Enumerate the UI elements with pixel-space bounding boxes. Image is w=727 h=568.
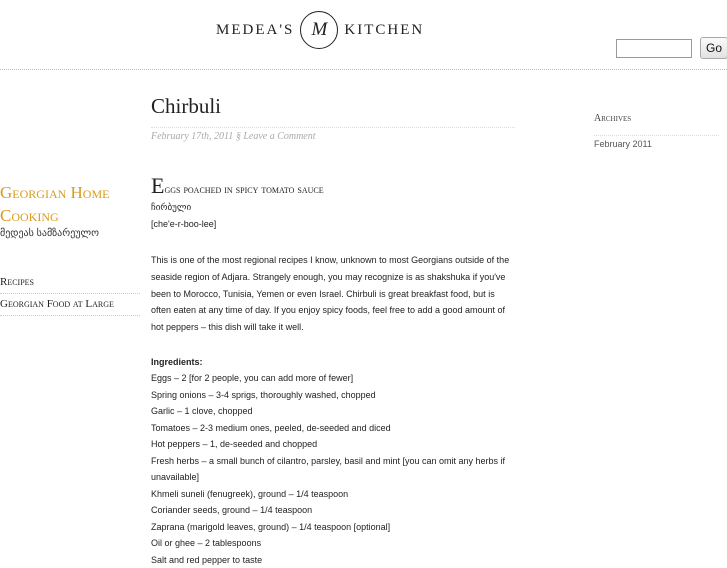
header-divider — [0, 69, 727, 70]
list-item: Eggs – 2 [for 2 people, you can add more of fewer] — [151, 373, 354, 384]
lede-text: ggs poached in spicy tomato sauce — [164, 182, 324, 196]
georgian-name: ჩირბული — [151, 202, 192, 212]
lede-dropcap: E — [151, 173, 165, 198]
search-input[interactable] — [616, 39, 692, 58]
ingredients-heading: Ingredients: — [151, 356, 203, 367]
post-meta — [151, 127, 515, 145]
meta-separator: § — [235, 131, 241, 142]
logo-text-left: MEDEA'S — [216, 21, 295, 38]
logo-monogram-icon: M — [300, 11, 338, 49]
ingredients-list — [151, 370, 515, 568]
sidebar-nav — [0, 272, 140, 316]
post-date: February 17th, 2011 — [151, 131, 234, 142]
pronunciation: [che'e-r-boo-lee] — [151, 218, 217, 229]
search-button[interactable]: Go — [700, 37, 727, 59]
sidebar-left — [0, 181, 140, 316]
search-form — [616, 37, 727, 59]
site-title[interactable]: Georgian Home Cooking — [0, 183, 110, 225]
leave-comment-link[interactable]: Leave a Comment — [243, 131, 316, 142]
list-item: Spring onions – 3-4 sprigs, thoroughly washed, chopped — [151, 389, 376, 400]
archive-link-feb-2011[interactable]: February 2011 — [594, 135, 719, 149]
list-item: Coriander seeds, ground – 1/4 teaspoon — [151, 505, 313, 516]
list-item: Fresh herbs – a small bunch of cilantro, parsley, basil and mint [you can omit any herbs if unavailable] — [151, 455, 506, 483]
list-item: Zaprana (marigold leaves, ground) – 1/4 teaspoon [optional] — [151, 521, 391, 532]
sidebar-item-georgian-food[interactable]: Georgian Food at Large — [0, 294, 140, 316]
list-item: Oil or ghee – 2 tablespoons — [151, 538, 262, 549]
sidebar-item-recipes[interactable]: Recipes — [0, 272, 140, 294]
list-item: Tomatoes – 2-3 medium ones, peeled, de-seeded and diced — [151, 422, 391, 433]
post-title[interactable]: Chirbuli — [151, 94, 222, 118]
post-content — [151, 94, 515, 568]
intro-paragraph: This is one of the most regional recipes I know, unknown to most Georgians outside of the seaside region of Adjara. Strangely enough, you may recognize is as shakshuka if you've been to Morocco, Tunisia, Yemen or even Israel. Chirbuli is great breakfast food, but is often eaten at any time of day. If you enjoy spicy foods, feel free to add a good amount of hot peppers – this dish will take it well. — [151, 255, 510, 333]
sidebar-right — [594, 113, 719, 149]
list-item: Garlic – 1 clove, chopped — [151, 406, 253, 417]
list-item: Khmeli suneli (fenugreek), ground – 1/4 teaspoon — [151, 488, 349, 499]
list-item: Hot peppers – 1, de-seeded and chopped — [151, 439, 318, 450]
logo-text-right: KITCHEN — [344, 21, 425, 38]
archives-heading: Archives — [594, 113, 632, 124]
list-item: Salt and red pepper to taste — [151, 554, 263, 565]
site-subtitle: მედეას სამზარეულო — [0, 228, 100, 239]
site-logo[interactable] — [216, 10, 424, 50]
post-lede — [151, 173, 515, 199]
